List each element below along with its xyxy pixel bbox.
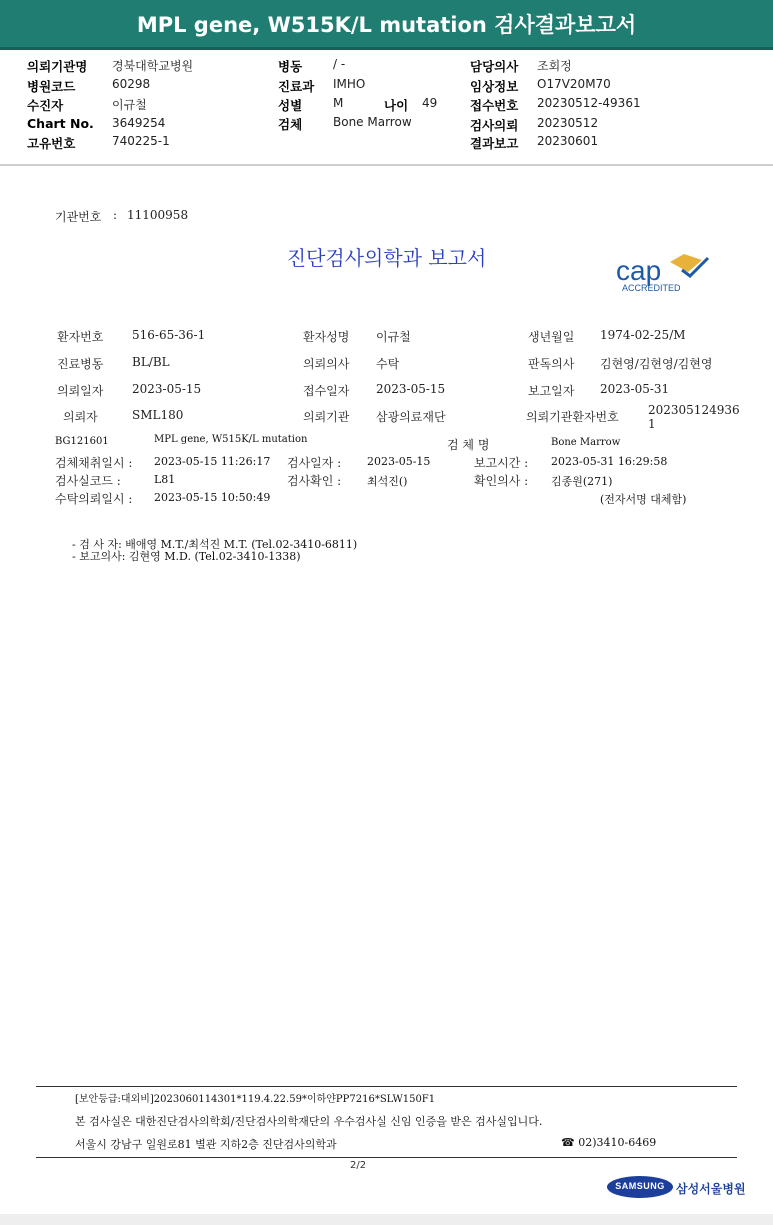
header-divider — [0, 164, 773, 166]
reporting-doctor-line: - 보고의사: 김현영 M.D. (Tel.02-3410-1338) — [72, 550, 301, 563]
value-receipt-no: 20230512-49361 — [537, 96, 641, 110]
label-receipt-date: 접수일자 — [303, 384, 350, 398]
label-test-date: 검사일자 : — [287, 456, 342, 470]
label-age: 나이 — [384, 98, 409, 113]
value-requesting-doctor: 수탁 — [376, 357, 400, 371]
value-sex: M — [333, 96, 344, 110]
institution-no-label: 기관번호 — [55, 210, 102, 224]
value-unique-no: 740225-1 — [112, 134, 170, 148]
specimen-label: 검 체 명 — [447, 438, 490, 452]
label-test-request: 검사의뢰 — [470, 118, 519, 133]
value-requesting-institution: 경북대학교병원 — [112, 59, 194, 73]
value-result-report: 20230601 — [537, 134, 599, 148]
label-sex: 성별 — [278, 98, 303, 113]
value-patient: 이규철 — [112, 98, 147, 112]
label-unique-no: 고유번호 — [27, 136, 76, 151]
label-receipt-no: 접수번호 — [470, 98, 519, 113]
value-age: 49 — [422, 96, 438, 110]
value-department: IMHO — [333, 77, 366, 91]
samsung-logo-text: SAMSUNG — [615, 1181, 665, 1191]
label-test-check: 검사확인 : — [287, 474, 342, 488]
label-chart-no: Chart No. — [27, 116, 94, 131]
value-consign-time: 2023-05-15 10:50:49 — [154, 491, 271, 504]
title-bar — [0, 0, 773, 50]
value-hospital-code: 60298 — [112, 77, 151, 91]
value-collection-time: 2023-05-15 11:26:17 — [154, 455, 271, 468]
label-requesting-org: 의뢰기관 — [303, 410, 350, 424]
label-requesting-doctor: 의뢰의사 — [303, 357, 350, 371]
report-header-title: MPL gene, W515K/L mutation 검사결과보고서 — [136, 13, 637, 37]
specimen-value: Bone Marrow — [551, 437, 621, 448]
test-code: BG121601 — [55, 436, 109, 447]
label-patient-name: 환자성명 — [303, 330, 350, 344]
label-requesting-institution: 의뢰기관명 — [27, 59, 88, 74]
label-clinical-info: 임상정보 — [470, 79, 519, 94]
cap-accredited-text: ACCREDITED — [622, 283, 681, 293]
test-name: MPL gene, W515K/L mutation — [154, 434, 308, 445]
label-patient: 수진자 — [27, 98, 64, 113]
cap-accredited-logo — [612, 250, 712, 298]
label-lab-code: 검사실코드 : — [55, 474, 121, 488]
label-patient-no: 환자번호 — [57, 330, 104, 344]
label-report-time: 보고시간 : — [474, 456, 529, 470]
footer-bottom-rule — [36, 1157, 737, 1158]
security-line: [보안등급:대외비]2023060114301*119.4.22.59*이하얀PP7216*SLW150F1 — [75, 1094, 436, 1105]
value-requester: SML180 — [132, 408, 184, 422]
value-ward: / - — [333, 57, 346, 71]
value-clinical-info: O17V20M70 — [537, 77, 611, 91]
esign-note: (전자서명 대체함) — [600, 493, 687, 506]
value-confirm-doctor: 김종원(271) — [551, 475, 613, 488]
value-test-date: 2023-05-15 — [367, 455, 431, 468]
value-report-date: 2023-05-31 — [600, 382, 670, 396]
label-ward-row: 진료병동 — [57, 357, 104, 371]
footer-top-rule — [36, 1086, 737, 1087]
label-requester: 의뢰자 — [63, 410, 98, 424]
bottom-band — [0, 1214, 773, 1225]
value-request-date: 2023-05-15 — [132, 382, 202, 396]
value-patient-no: 516-65-36-1 — [132, 328, 206, 342]
label-collection-time: 검체채취일시 : — [55, 456, 133, 470]
value-test-check: 최석진() — [367, 475, 408, 488]
label-confirm-doctor: 확인의사 : — [474, 474, 529, 488]
value-receipt-date: 2023-05-15 — [376, 382, 446, 396]
examiner-line: - 검 사 자: 배애영 M.T./최석진 M.T. (Tel.02-3410-6811) — [72, 538, 358, 551]
label-request-date: 의뢰일자 — [57, 384, 104, 398]
hospital-name: 삼성서울병원 — [676, 1182, 746, 1196]
report-title: 진단검사의학과 보고서 — [286, 246, 487, 270]
label-birth-date: 생년월일 — [528, 330, 575, 344]
value-requesting-org-patient-no-cont: 1 — [648, 417, 656, 431]
label-requesting-org-patient-no: 의뢰기관환자번호 — [526, 410, 619, 424]
certification-line: 본 검사실은 대한진단검사의학회/진단검사의학재단의 우수검사실 신임 인증을 받은 검사실입니다. — [75, 1115, 543, 1128]
value-chart-no: 3649254 — [112, 116, 166, 130]
value-ward-row: BL/BL — [132, 355, 170, 369]
institution-no-value: 11100958 — [127, 208, 189, 222]
label-consign-time: 수탁의뢰일시 : — [55, 492, 133, 506]
label-result-report: 결과보고 — [470, 136, 519, 151]
label-department: 진료과 — [278, 79, 315, 94]
value-requesting-org-patient-no: 202305124936 — [648, 403, 740, 417]
phone-number: ☎ 02)3410-6469 — [561, 1136, 657, 1149]
label-reading-doctor: 판독의사 — [528, 357, 575, 371]
page-number: 2/2 — [350, 1160, 367, 1171]
samsung-logo — [607, 1176, 673, 1198]
institution-no-colon: : — [113, 208, 118, 222]
value-report-time: 2023-05-31 16:29:58 — [551, 455, 668, 468]
value-requesting-org: 삼광의료재단 — [376, 410, 446, 424]
value-attending-doctor: 조회정 — [537, 59, 572, 73]
address-line: 서울시 강남구 일원로81 별관 지하2층 진단검사의학과 — [75, 1138, 337, 1151]
value-test-request: 20230512 — [537, 116, 599, 130]
label-specimen: 검체 — [278, 117, 303, 132]
cap-logo-text: cap — [616, 255, 662, 286]
value-patient-name: 이규철 — [376, 330, 411, 344]
value-reading-doctor: 김현영/김현영/김현영 — [600, 357, 713, 371]
value-birth-date: 1974-02-25/M — [600, 328, 686, 342]
label-report-date: 보고일자 — [528, 384, 575, 398]
label-hospital-code: 병원코드 — [27, 79, 76, 94]
value-specimen: Bone Marrow — [333, 115, 412, 129]
label-ward: 병동 — [278, 59, 303, 74]
label-attending-doctor: 담당의사 — [470, 59, 519, 74]
value-lab-code: L81 — [154, 473, 176, 486]
